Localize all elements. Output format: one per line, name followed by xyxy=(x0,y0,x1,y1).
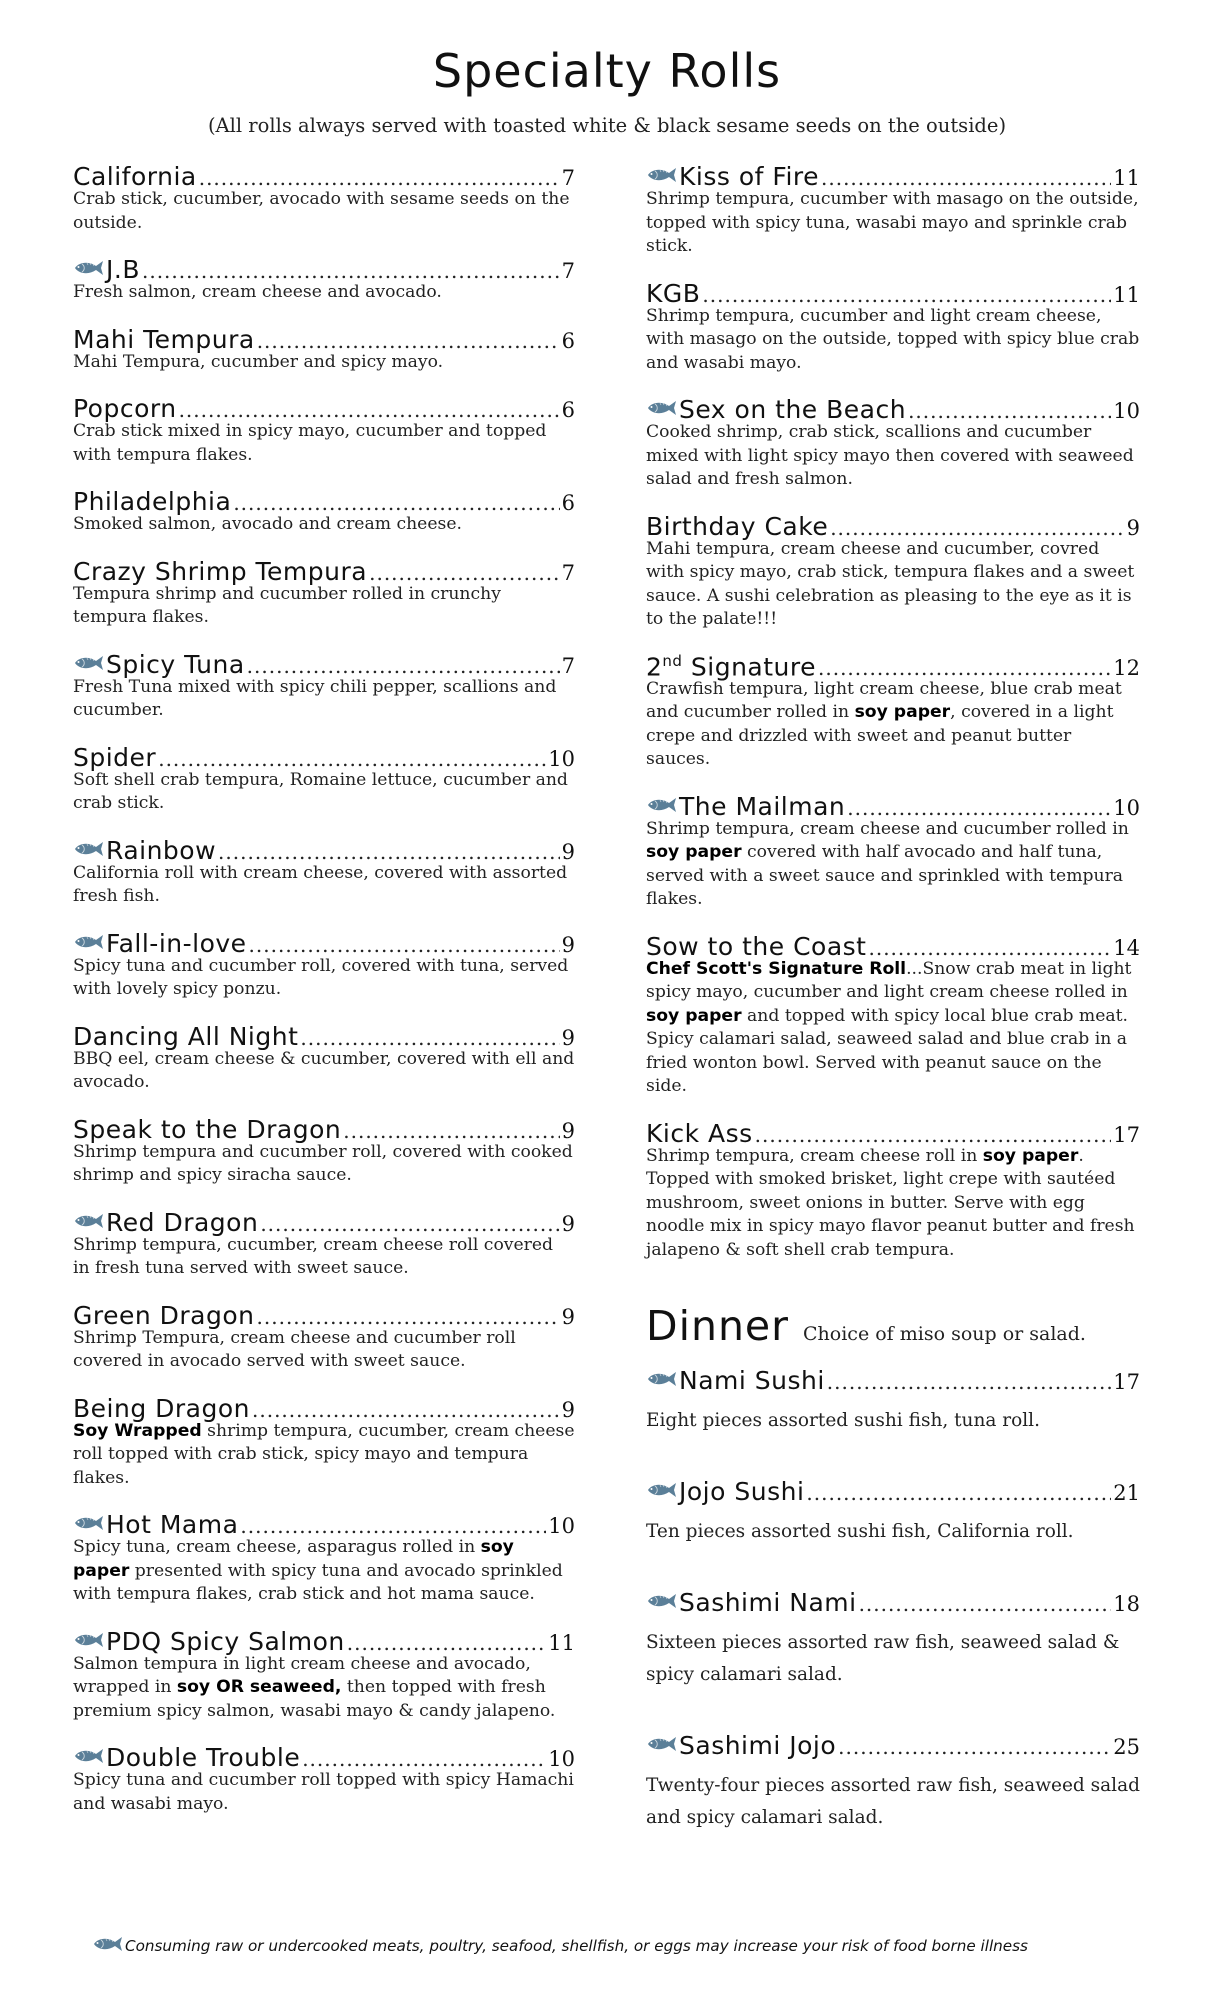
menu-item-name: Being Dragon xyxy=(73,1393,250,1423)
menu-item-price: 7 xyxy=(561,560,575,585)
menu-item-spider xyxy=(73,743,575,816)
fish-icon xyxy=(73,1515,104,1531)
dot-leader xyxy=(240,1514,546,1538)
dot-leader xyxy=(302,1747,546,1771)
dot-leader xyxy=(818,656,1111,680)
menu-item-name: Mahi Tempura xyxy=(73,324,255,354)
menu-item-name: Jojo Sushi xyxy=(679,1477,805,1507)
menu-item-price: 9 xyxy=(561,1118,575,1143)
menu-item-description: Shrimp tempura, cucumber with masago on the outside, topped with spicy tuna, wasabi mayo and sprinkle crab stick. xyxy=(646,189,1139,256)
menu-item-header xyxy=(73,1394,575,1423)
menu-item-header xyxy=(73,1301,575,1330)
menu-item-price: 17 xyxy=(1113,1122,1140,1147)
menu-item-kick-ass xyxy=(646,1119,1140,1263)
menu-item-description: Soft shell crab tempura, Romaine lettuce, cucumber and crab stick. xyxy=(73,769,568,813)
menu-item-price: 11 xyxy=(1113,166,1140,190)
menu-item-header xyxy=(73,394,575,423)
menu-item-header xyxy=(73,650,575,679)
menu-item-header xyxy=(646,512,1140,541)
left-column xyxy=(73,162,575,1836)
menu-item-description: Soy Wrapped shrimp tempura, cucumber, cream cheese roll topped with crab stick, spicy mayo and tempura flakes. xyxy=(73,1420,575,1488)
disclaimer-text: Consuming raw or undercooked meats, poultry, seafood, shellfish, or eggs may increase your risk of food borne illness xyxy=(125,1937,1028,1955)
menu-item-red-dragon xyxy=(73,1208,575,1281)
menu-item-header xyxy=(73,1743,575,1772)
menu-item-description: BBQ eel, cream cheese & cucumber, covered with ell and avocado. xyxy=(73,1048,575,1092)
menu-item-pdq-spicy-salmon xyxy=(73,1627,575,1724)
menu-item-sex-on-the-beach xyxy=(646,395,1140,492)
fish-icon xyxy=(646,797,677,813)
menu-item-description: Shrimp tempura, cream cheese and cucumber rolled in soy paper covered with half avocado and half tuna, served with a sweet sauce and sprinkled with tempura flakes. xyxy=(646,818,1129,910)
menu-item-name: The Mailman xyxy=(679,791,846,821)
menu-item-header xyxy=(646,1588,1140,1617)
fish-icon xyxy=(73,655,104,671)
menu-item-price: 12 xyxy=(1113,655,1140,680)
dot-leader xyxy=(218,840,560,864)
menu-item-header xyxy=(73,836,575,865)
dot-leader xyxy=(806,1481,1111,1505)
dinner-section-header xyxy=(646,1302,1140,1350)
fish-icon xyxy=(646,1482,677,1498)
dot-leader xyxy=(847,796,1111,820)
menu-item-header xyxy=(646,792,1140,821)
menu-item-description: Chef Scott's Signature Roll...Snow crab meat in light spicy mayo, cucumber and light cream cheese rolled in soy paper and topped with spicy local blue crab meat. Spicy calamari salad, seaweed salad and blue crab in a fried wonton bowl. Served with peanut sauce on the side. xyxy=(646,958,1132,1097)
menu-item-price: 14 xyxy=(1113,935,1140,960)
menu-item-description: Eight pieces assorted sushi fish, tuna roll. xyxy=(646,1410,1040,1432)
dot-leader xyxy=(347,1631,547,1655)
menu-item-name: J.B xyxy=(106,255,140,284)
menu-item-price: 9 xyxy=(561,1211,575,1236)
raw-food-disclaimer xyxy=(92,1937,1028,1955)
menu-item-mahi-tempura xyxy=(73,325,575,375)
menu-item-description: Mahi Tempura, cucumber and spicy mayo. xyxy=(73,351,444,372)
menu-item-spicy-tuna xyxy=(73,650,575,723)
menu-item-header xyxy=(646,1731,1140,1760)
menu-item-name: Sashimi Jojo xyxy=(679,1731,837,1761)
menu-item-price: 10 xyxy=(548,746,575,771)
menu-item-popcorn xyxy=(73,394,575,467)
menu-item-philadelphia xyxy=(73,487,575,537)
menu-item-price: 6 xyxy=(561,398,575,422)
menu-item-name: 2nd Signature xyxy=(646,651,816,681)
menu-item-header xyxy=(646,279,1140,308)
menu-item-name: Nami Sushi xyxy=(679,1366,825,1396)
dinner-note: Choice of miso soup or salad. xyxy=(803,1323,1086,1346)
menu-item-description: Cooked shrimp, crab stick, scallions and cucumber mixed with light spicy mayo then covered with seaweed salad and fresh salmon. xyxy=(646,422,1134,489)
menu-item-header xyxy=(646,932,1140,961)
menu-item-name: Birthday Cake xyxy=(646,511,829,541)
menu-item-price: 9 xyxy=(561,932,575,957)
fish-icon xyxy=(73,1632,104,1648)
menu-item-jojo-sushi xyxy=(646,1477,1140,1548)
menu-item-header xyxy=(73,929,575,958)
dot-leader xyxy=(252,1398,560,1422)
menu-item-sashimi-jojo xyxy=(646,1731,1140,1834)
dot-leader xyxy=(199,166,560,190)
menu-item-description: California roll with cream cheese, covered with assorted fresh fish. xyxy=(73,862,568,906)
menu-item-price: 7 xyxy=(561,259,575,283)
menu-item-price: 6 xyxy=(561,328,575,353)
dot-leader xyxy=(830,516,1124,540)
menu-item-dancing-all-night xyxy=(73,1022,575,1095)
menu-item-header xyxy=(646,1477,1140,1506)
fish-icon xyxy=(646,400,677,416)
menu-item-header xyxy=(73,743,575,772)
menu-item-2-signature xyxy=(646,652,1140,772)
menu-item-name: Red Dragon xyxy=(106,1207,259,1237)
menu-item-header xyxy=(646,162,1140,191)
fish-icon xyxy=(646,1593,677,1609)
menu-item-description: Shrimp tempura, cucumber and light cream cheese, with masago on the outside, topped with spicy blue crab and wasabi mayo. xyxy=(646,305,1140,373)
menu-item-name: Rainbow xyxy=(106,835,217,865)
dot-leader xyxy=(249,933,560,957)
menu-item-birthday-cake xyxy=(646,512,1140,632)
dot-leader xyxy=(158,747,546,771)
menu-item-name: Sow to the Coast xyxy=(646,931,867,961)
fish-icon xyxy=(73,841,104,857)
menu-item-kiss-of-fire xyxy=(646,162,1140,259)
menu-item-header xyxy=(73,1022,575,1051)
menu-item-california xyxy=(73,162,575,235)
menu-item-j-b xyxy=(73,255,575,305)
right-column xyxy=(646,162,1140,1874)
fish-icon xyxy=(646,1736,677,1752)
dinner-title: Dinner xyxy=(646,1302,790,1351)
menu-item-price: 11 xyxy=(548,1630,575,1655)
menu-item-price: 17 xyxy=(1113,1370,1140,1395)
menu-item-the-mailman xyxy=(646,792,1140,912)
page-title: Specialty Rolls xyxy=(432,44,782,98)
menu-item-green-dragon xyxy=(73,1301,575,1374)
menu-item-hot-mama xyxy=(73,1510,575,1607)
menu-item-description: Spicy tuna and cucumber roll, covered with tuna, served with lovely spicy ponzu. xyxy=(73,955,569,999)
menu-item-price: 7 xyxy=(561,166,575,190)
menu-item-description: Shrimp tempura, cucumber, cream cheese roll covered in fresh tuna served with sweet sauce. xyxy=(73,1234,554,1278)
dot-leader xyxy=(838,1735,1111,1759)
menu-item-header xyxy=(646,1366,1140,1395)
menu-item-description: Smoked salmon, avocado and cream cheese. xyxy=(73,514,462,534)
menu-item-header xyxy=(73,487,575,516)
menu-item-name: Hot Mama xyxy=(106,1510,239,1539)
dot-leader xyxy=(260,1212,559,1236)
menu-item-kgb xyxy=(646,279,1140,376)
menu-item-price: 9 xyxy=(561,1397,575,1422)
menu-item-header xyxy=(73,557,575,586)
dot-leader xyxy=(702,283,1111,307)
fish-icon xyxy=(646,1371,677,1387)
menu-item-header xyxy=(73,255,575,284)
menu-item-name: California xyxy=(73,162,197,191)
dot-leader xyxy=(755,1123,1112,1147)
menu-item-header xyxy=(646,1119,1140,1148)
menu-item-name: Popcorn xyxy=(73,394,177,423)
menu-item-name: Green Dragon xyxy=(73,1300,255,1330)
dot-leader xyxy=(300,1026,559,1050)
menu-item-price: 10 xyxy=(548,1514,575,1538)
menu-item-double-trouble xyxy=(73,1743,575,1816)
menu-item-description: Spicy tuna, cream cheese, asparagus rolled in soy paper presented with spicy tuna and avocado sprinkled with tempura flakes, crab stick and hot mama sauce. xyxy=(73,1537,563,1604)
menu-item-name: KGB xyxy=(646,278,701,308)
menu-item-description: Crab stick, cucumber, avocado with sesame seeds on the outside. xyxy=(73,189,570,233)
menu-item-description: Fresh Tuna mixed with spicy chili pepper, scallions and cucumber. xyxy=(73,676,557,720)
menu-item-description: Spicy tuna and cucumber roll topped with spicy Hamachi and wasabi mayo. xyxy=(73,1770,574,1814)
dot-leader xyxy=(233,491,559,515)
menu-item-price: 7 xyxy=(561,653,575,678)
menu-item-price: 10 xyxy=(1113,795,1140,820)
menu-item-name: Speak to the Dragon xyxy=(73,1114,342,1144)
dot-leader xyxy=(142,259,560,283)
menu-item-being-dragon xyxy=(73,1394,575,1491)
fish-icon xyxy=(73,260,104,276)
menu-item-description: Tempura shrimp and cucumber rolled in crunchy tempura flakes. xyxy=(73,583,501,627)
dot-leader xyxy=(821,166,1111,190)
dot-leader xyxy=(369,561,560,585)
menu-item-name: Fall-in-love xyxy=(106,928,247,958)
page-subtitle: (All rolls always served with toasted white & black sesame seeds on the outside) xyxy=(207,114,1007,137)
menu-item-header xyxy=(73,1208,575,1237)
dot-leader xyxy=(859,1592,1112,1616)
menu-item-description: Shrimp tempura, cream cheese roll in soy paper. Topped with smoked brisket, light crepe with sautéed mushroom, sweet onions in butter. Serve with egg noodle mix in spicy mayo flavor peanut butter and fresh jalapeno & soft shell crab tempura. xyxy=(646,1145,1135,1260)
dot-leader xyxy=(908,399,1111,423)
dot-leader xyxy=(343,1119,559,1143)
menu-item-name: Kiss of Fire xyxy=(679,162,819,191)
dot-leader xyxy=(827,1370,1111,1394)
menu-item-description: Fresh salmon, cream cheese and avocado. xyxy=(73,282,442,302)
menu-item-header xyxy=(73,325,575,354)
menu-item-description: Crawfish tempura, light cream cheese, blue crab meat and cucumber rolled in soy paper, covered in a light crepe and drizzled with sweet and peanut butter sauces. xyxy=(646,678,1122,770)
menu-item-price: 6 xyxy=(561,491,575,515)
menu-item-header xyxy=(73,1627,575,1656)
dot-leader xyxy=(247,654,560,678)
menu-item-description: Sixteen pieces assorted raw fish, seaweed salad & spicy calamari salad. xyxy=(646,1632,1120,1686)
menu-item-price: 18 xyxy=(1113,1592,1140,1617)
menu-item-price: 9 xyxy=(1126,515,1140,540)
menu-item-header xyxy=(646,395,1140,424)
menu-item-sow-to-the-coast xyxy=(646,932,1140,1099)
menu-item-price: 21 xyxy=(1113,1481,1140,1506)
menu-item-name: Sashimi Nami xyxy=(679,1588,857,1618)
dot-leader xyxy=(257,1305,560,1329)
menu-item-crazy-shrimp-tempura xyxy=(73,557,575,630)
menu-item-header xyxy=(73,1115,575,1144)
menu-item-description: Crab stick mixed in spicy mayo, cucumber and topped with tempura flakes. xyxy=(73,421,547,465)
menu-item-price: 9 xyxy=(561,1304,575,1329)
menu-item-price: 25 xyxy=(1113,1735,1140,1760)
menu-item-price: 10 xyxy=(548,1747,575,1771)
menu-item-name: Sex on the Beach xyxy=(679,395,907,424)
menu-item-description: Mahi tempura, cream cheese and cucumber, covred with spicy mayo, crab stick, tempura flakes and a sweet sauce. A sushi celebration as pleasing to the eye as it is to the palate!!! xyxy=(646,538,1135,629)
fish-icon xyxy=(73,1748,104,1764)
fish-icon xyxy=(73,934,104,950)
fish-icon xyxy=(92,1936,123,1952)
menu-item-description: Twenty-four pieces assorted raw fish, seaweed salad and spicy calamari salad. xyxy=(646,1775,1140,1829)
menu-item-name: PDQ Spicy Salmon xyxy=(106,1626,345,1656)
menu-item-fall-in-love xyxy=(73,929,575,1002)
menu-item-price: 10 xyxy=(1113,399,1140,423)
menu-item-name: Spider xyxy=(73,742,157,772)
dot-leader xyxy=(257,329,560,353)
menu-item-name: Spicy Tuna xyxy=(106,649,245,679)
menu-item-description: Salmon tempura in light cream cheese and avocado, wrapped in soy OR seaweed, then topped with fresh premium spicy salmon, wasabi mayo & candy jalapeno. xyxy=(73,1653,556,1721)
dot-leader xyxy=(868,936,1111,960)
menu-item-description: Ten pieces assorted sushi fish, California roll. xyxy=(646,1521,1074,1543)
menu-item-price: 9 xyxy=(561,839,575,864)
fish-icon xyxy=(646,167,677,183)
menu-item-description: Shrimp tempura and cucumber roll, covered with cooked shrimp and spicy siracha sauce. xyxy=(73,1141,573,1185)
menu-item-speak-to-the-dragon xyxy=(73,1115,575,1188)
menu-item-nami-sushi xyxy=(646,1366,1140,1437)
menu-item-rainbow xyxy=(73,836,575,909)
menu-item-header xyxy=(646,652,1140,681)
menu-item-header xyxy=(73,1510,575,1539)
menu-item-name: Double Trouble xyxy=(106,1743,301,1772)
menu-item-sashimi-nami xyxy=(646,1588,1140,1691)
fish-icon xyxy=(73,1213,104,1229)
menu-item-description: Shrimp Tempura, cream cheese and cucumber roll covered in avocado served with sweet sauce. xyxy=(73,1327,516,1371)
menu-item-price: 9 xyxy=(561,1025,575,1050)
menu-item-header xyxy=(73,162,575,191)
menu-item-name: Dancing All Night xyxy=(73,1021,299,1051)
menu-item-name: Philadelphia xyxy=(73,487,232,516)
menu-item-price: 11 xyxy=(1113,282,1140,307)
dot-leader xyxy=(179,398,560,422)
menu-item-name: Crazy Shrimp Tempura xyxy=(73,556,368,586)
menu-item-name: Kick Ass xyxy=(646,1118,753,1148)
